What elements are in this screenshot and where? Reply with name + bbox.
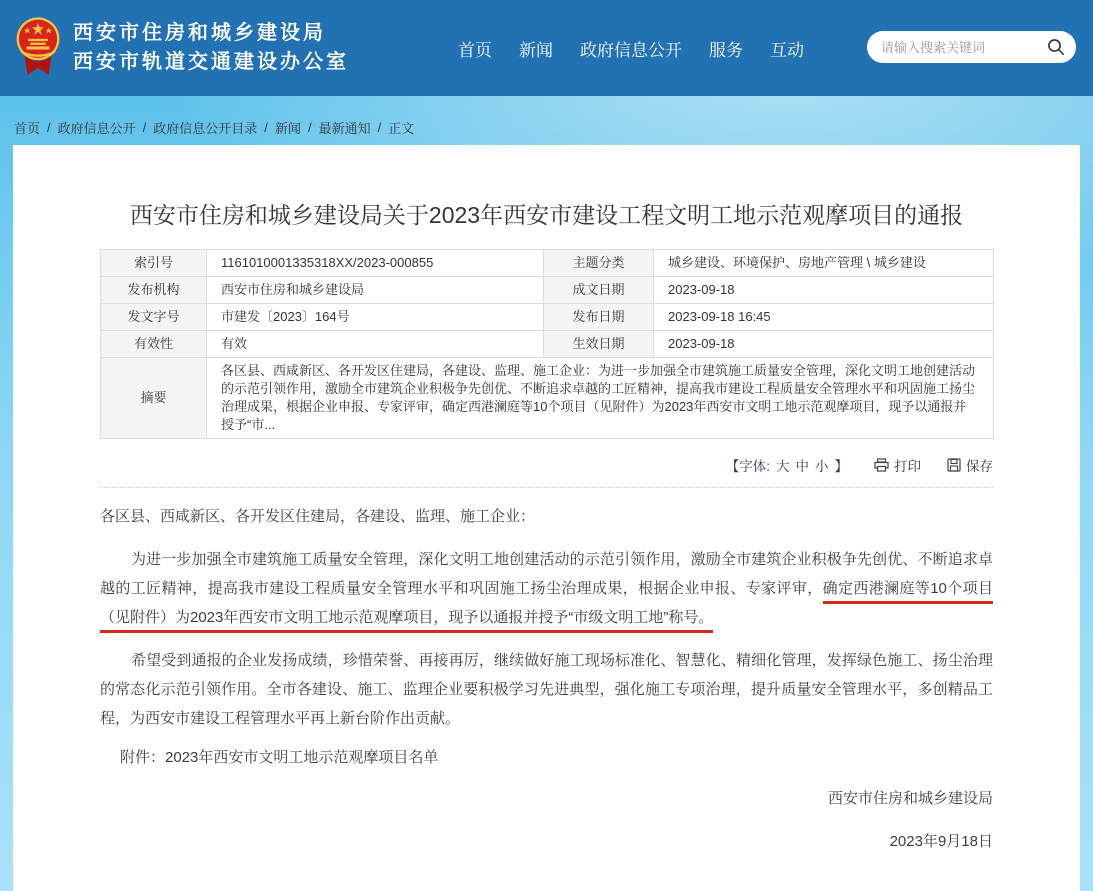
meta-value-topic: 城乡建设、环境保护、房地产管理 \ 城乡建设 (654, 250, 994, 277)
breadcrumb-item-news[interactable]: 新闻 (274, 121, 301, 136)
font-size-suffix: 】 (834, 459, 848, 474)
paragraph-1-lead: 为进一步加强全市建筑施工质量安全管理，深化文明工地创建活动的示范引领作用，激励全市建筑企业积极争先创优、不断追求卓越的工匠精神，提高我市建设工程质量安全管理水平和巩固施工扬尘治理成果，根据企业申报、专家评审， (100, 551, 993, 597)
nav-item-info-disclosure[interactable]: 政府信息公开 (580, 40, 682, 60)
breadcrumb-separator: / (142, 120, 147, 135)
meta-label-doc-no: 发文字号 (101, 304, 207, 331)
search-box (867, 31, 1076, 63)
paragraph-2: 希望受到通报的企业发扬成绩，珍惜荣誉、再接再厉，继续做好施工现场标准化、智慧化、精细化管理，发挥绿色施工、扬尘治理的常态化示范引领作用。全市各建设、施工、监理企业要积极学习先进典型，强化施工专项治理，提升质量安全管理水平，多创精品工程，为西安市建设工程管理水平再上新台阶作出贡献。 (100, 652, 993, 727)
meta-label-validity: 有效性 (101, 331, 207, 358)
print-button[interactable] (874, 455, 921, 475)
org-name-line1: 西安市住房和城乡建设局 (73, 22, 326, 44)
document-date: 2023年9月18日 (889, 833, 993, 850)
meta-value-summary: 各区县、西咸新区、各开发区住建局，各建设、监理、施工企业：为进一步加强全市建筑施工质量安全管理，深化文明工地创建活动的示范引领作用，激励全市建筑企业积极争先创优、不断追求卓越的工匠精神，提高我市建设工程质量安全管理水平和巩固施工扬尘治理成果，根据企业申报、专家评审，确定西港澜庭等10个项目（见附件）为2023年西安市文明工地示范观摩项目，现予以通报并授予“市... (207, 358, 994, 439)
breadcrumb-item-info-disclosure[interactable]: 政府信息公开 (57, 121, 136, 136)
meta-value-doc-no: 市建发〔2023〕164号 (207, 304, 544, 331)
meta-label-topic: 主题分类 (544, 250, 654, 277)
table-row (101, 277, 994, 304)
meta-value-effective-date: 2023-09-18 (654, 331, 994, 358)
paragraph-1-red-underlined-text: 确定西港澜庭等10个项目（见附件）为2023年西安市文明工地示范观摩项目，现予以通报并授予“市级文明工地”称号。 (100, 580, 993, 633)
table-row (101, 331, 994, 358)
salutation: 各区县、西咸新区、各开发区住建局，各建设、监理、施工企业： (100, 508, 536, 525)
article-card (13, 145, 1080, 891)
breadcrumb-separator: / (264, 120, 268, 135)
site-header (0, 0, 1093, 96)
nav-item-news[interactable]: 新闻 (519, 40, 553, 60)
search-input[interactable] (881, 40, 1046, 55)
page-background (0, 96, 1093, 891)
meta-value-issuer: 西安市住房和城乡建设局 (207, 277, 544, 304)
meta-label-publish-date: 发布日期 (544, 304, 654, 331)
nav-item-interaction[interactable]: 互动 (770, 40, 804, 60)
meta-value-validity: 有效 (207, 331, 544, 358)
org-name (73, 19, 349, 77)
save-floppy-icon (947, 458, 961, 472)
page-title: 西安市住房和城乡建设局关于2023年西安市建设工程文明工地示范观摩项目的通报 (129, 202, 964, 228)
issuing-authority-signature: 西安市住房和城乡建设局 (827, 790, 993, 807)
breadcrumb-separator: / (377, 120, 382, 135)
font-size-prefix: 【字体: (725, 459, 770, 474)
meta-label-summary: 摘要 (101, 358, 207, 439)
meta-value-publish-date: 2023-09-18 16:45 (654, 304, 994, 331)
breadcrumb-separator: / (307, 120, 312, 135)
breadcrumb-separator: / (47, 120, 51, 135)
breadcrumb-item-current: 正文 (388, 121, 415, 136)
paragraph-1 (100, 545, 993, 632)
breadcrumb-item-home[interactable]: 首页 (14, 121, 41, 136)
meta-label-index-no: 索引号 (101, 250, 207, 277)
print-label: 打印 (894, 459, 921, 474)
meta-label-effective-date: 生效日期 (544, 331, 654, 358)
table-row (101, 304, 994, 331)
font-size-small-button[interactable]: 小 (815, 459, 829, 474)
document-meta-table (100, 249, 994, 439)
nav-item-services[interactable]: 服务 (709, 40, 743, 60)
table-row (101, 358, 994, 439)
font-size-medium-button[interactable]: 中 (795, 459, 809, 474)
main-nav (458, 0, 804, 96)
breadcrumb-item-info-catalog[interactable]: 政府信息公开目录 (153, 121, 258, 136)
table-row (101, 250, 994, 277)
site-brand[interactable] (15, 15, 349, 81)
breadcrumb (14, 118, 414, 137)
font-size-selector (726, 455, 848, 475)
document-body (100, 502, 993, 856)
org-name-line2: 西安市轨道交通建设办公室 (73, 51, 349, 73)
search-icon[interactable] (1046, 37, 1066, 57)
meta-label-written-date: 成文日期 (544, 277, 654, 304)
meta-value-index-no: 1161010001335318XX/2023-000855 (207, 250, 544, 277)
article-toolbar (100, 455, 993, 475)
font-size-large-button[interactable]: 大 (776, 459, 790, 474)
breadcrumb-item-latest-notice[interactable]: 最新通知 (318, 121, 371, 136)
meta-label-issuer: 发布机构 (101, 277, 207, 304)
meta-value-written-date: 2023-09-18 (654, 277, 994, 304)
nav-item-home[interactable]: 首页 (458, 40, 492, 60)
toolbar-divider (100, 487, 993, 488)
save-label: 保存 (966, 459, 993, 474)
save-button[interactable] (947, 455, 993, 475)
printer-icon (874, 458, 889, 472)
attachment-line[interactable]: 附件：2023年西安市文明工地示范观摩项目名单 (120, 749, 439, 766)
national-emblem-logo (15, 15, 61, 81)
